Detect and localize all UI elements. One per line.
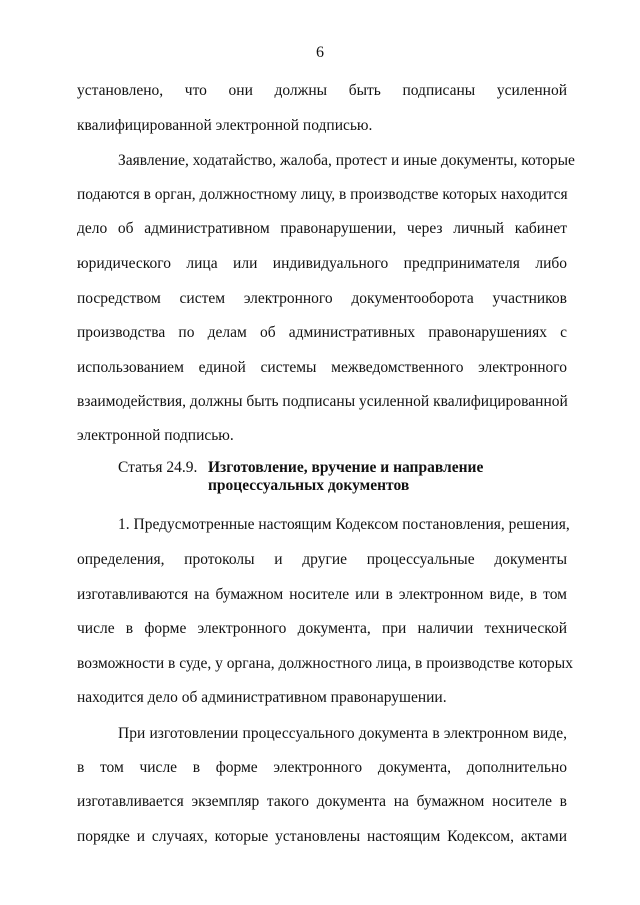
text-line: взаимодействия, должны быть подписаны усиленной квалифицированной <box>77 393 568 410</box>
text-line: посредством систем электронного документооборота участников <box>77 290 567 307</box>
text-line: изготавливаются на бумажном носителе или в электронном виде, в том <box>77 586 567 603</box>
text-line: Заявление, ходатайство, жалоба, протест и иные документы, которые <box>118 152 575 169</box>
text-line: изготавливается экземпляр такого документа на бумажном носителе в <box>77 793 567 810</box>
text-line: 1. Предусмотренные настоящим Кодексом постановления, решения, <box>118 516 570 533</box>
text-line: числе в форме электронного документа, при наличии технической <box>77 620 567 637</box>
text-line: установлено, что они должны быть подписаны усиленной <box>77 82 567 99</box>
text-line: находится дело об административном правонарушении. <box>77 689 447 706</box>
page-number: 6 <box>316 44 324 61</box>
text-line: подаются в орган, должностному лицу, в производстве которых находится <box>77 186 568 203</box>
article-title-line2: процессуальных документов <box>208 477 410 494</box>
text-line: в том числе в форме электронного документа, дополнительно <box>77 759 567 776</box>
article-label: Статья 24.9. <box>118 459 198 476</box>
text-line: использованием единой системы межведомственного электронного <box>77 359 567 376</box>
text-line: юридического лица или индивидуального предпринимателя либо <box>77 255 567 272</box>
text-line: При изготовлении процессуального документа в электронном виде, <box>118 725 567 742</box>
text-line: электронной подписью. <box>77 427 234 444</box>
text-line: определения, протоколы и другие процессуальные документы <box>77 551 567 568</box>
text-line: порядке и случаях, которые установлены настоящим Кодексом, актами <box>77 828 567 845</box>
text-line: дело об административном правонарушении, через личный кабинет <box>77 220 567 237</box>
article-title-line1: Изготовление, вручение и направление <box>208 459 484 476</box>
text-line: производства по делам об административных правонарушениях с <box>77 324 567 341</box>
text-line: квалифицированной электронной подписью. <box>77 117 373 134</box>
text-line: возможности в суде, у органа, должностного лица, в производстве которых <box>77 655 573 672</box>
